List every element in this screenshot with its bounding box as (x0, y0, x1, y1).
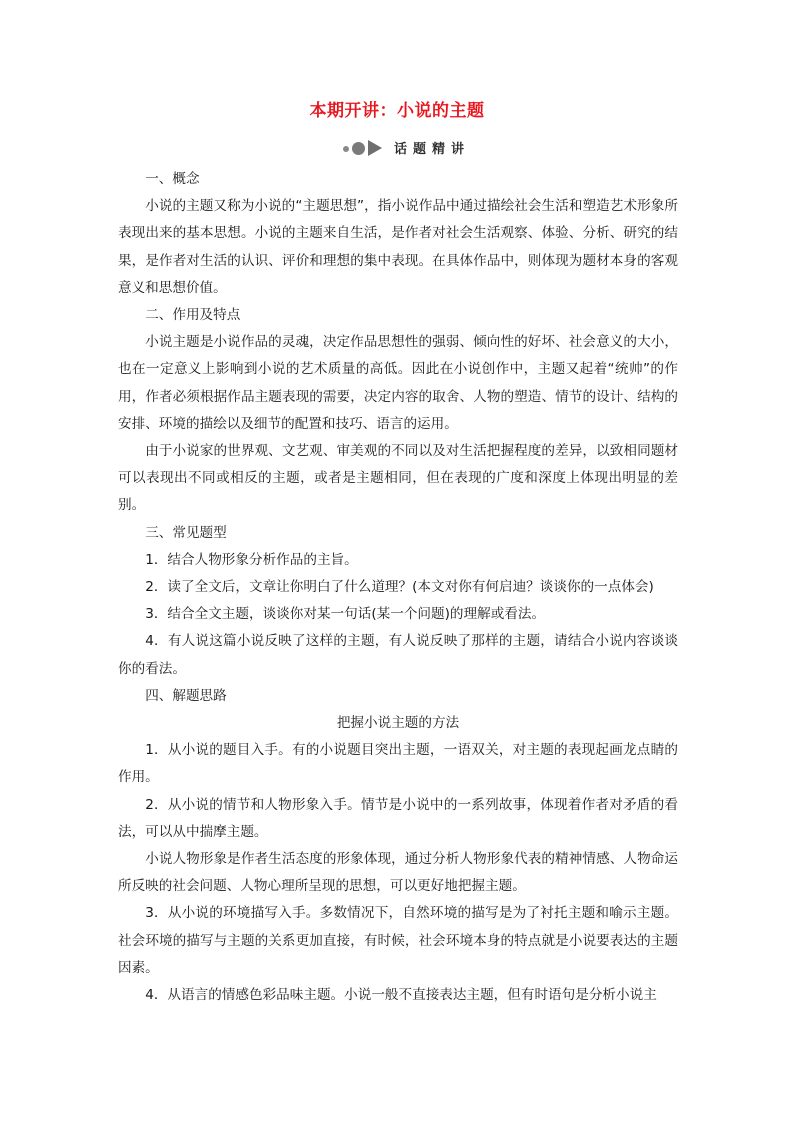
arrow-right-icon (368, 140, 382, 156)
question-type-3: 3．结合全文主题，谈谈你对某一句话(某一个问题)的理解或看法。 (145, 606, 546, 623)
heading-concept: 一、概念 (145, 171, 200, 187)
paragraph-concept: 小说的主题又称为小说的“主题思想”，指小说作品中通过描绘社会生活和塑造艺术形象所表现出来的基本思想。小说的主题来自生活，是作者对社会生活观察、体验、分析、研究的结果，是作者对生活的认识、评价和理想的集中表现。在具体作品中，则体现为题材本身的客观意义和思想价值。 (118, 198, 678, 296)
paragraph-function: 小说主题是小说作品的灵魂，决定作品思想性的强弱、倾向性的好坏、社会意义的大小，也在一定意义上影响到小说的艺术质量的高低。因此在小说创作中，主题又起着“统帅”的作用，作者必须根据作品主题表现的需要，决定内容的取舍、人物的塑造、情节的设计、结构的安排、环境的描绘以及细节的配置和技巧、语言的运用。 (118, 334, 678, 432)
large-dot-icon (352, 142, 365, 155)
method-3: 3．从小说的环境描写入手。多数情况下，自然环境的描写是为了衬托主题和喻示主题。社会环境的描写与主题的关系更加直接，有时候，社会环境本身的特点就是小说要表达的主题因素。 (118, 905, 678, 976)
question-type-2: 2．读了全文后，文章让你明白了什么道理？(本文对你有何启迪？谈谈你的一点体会) (145, 579, 654, 596)
method-2: 2．从小说的情节和人物形象入手。情节是小说中的一系列故事，体现着作者对矛盾的看法，可以从中揣摩主题。 (118, 796, 678, 840)
method-1: 1．从小说的题目入手。有的小说题目突出主题，一语双关，对主题的表现起画龙点睛的作用。 (118, 742, 678, 786)
question-type-1: 1．结合人物形象分析作品的主旨。 (145, 551, 358, 568)
method-2-detail: 小说人物形象是作者生活态度的形象体现，通过分析人物形象代表的精神情感、人物命运所反映的社会问题、人物心理所呈现的思想，可以更好地把握主题。 (118, 851, 678, 895)
heading-question-types: 三、常见题型 (145, 524, 227, 541)
method-4: 4．从语言的情感色彩品味主题。小说一般不直接表达主题，但有时语句是分析小说主 (145, 987, 657, 1004)
banner-dots-arrow-icon (343, 140, 389, 156)
page-title: 本期开讲：小说的主题 (309, 101, 485, 121)
question-type-4: 4．有人说这篇小说反映了这样的主题，有人说反映了那样的主题，请结合小说内容谈谈你的看法。 (118, 633, 678, 677)
banner-label: 话题精讲 (394, 142, 471, 157)
heading-function: 二、作用及特点 (145, 307, 241, 324)
paragraph-difference: 由于小说家的世界观、文艺观、审美观的不同以及对生活把握程度的差异，以致相同题材可以表现出不同或相反的主题，或者是主题相同，但在表现的广度和深度上体现出明显的差别。 (118, 443, 678, 514)
heading-approach: 四、解题思路 (145, 687, 227, 704)
subheading-methods: 把握小说主题的方法 (336, 715, 460, 732)
article-body (118, 166, 678, 1009)
section-banner (0, 136, 794, 160)
small-dot-icon (343, 146, 349, 152)
